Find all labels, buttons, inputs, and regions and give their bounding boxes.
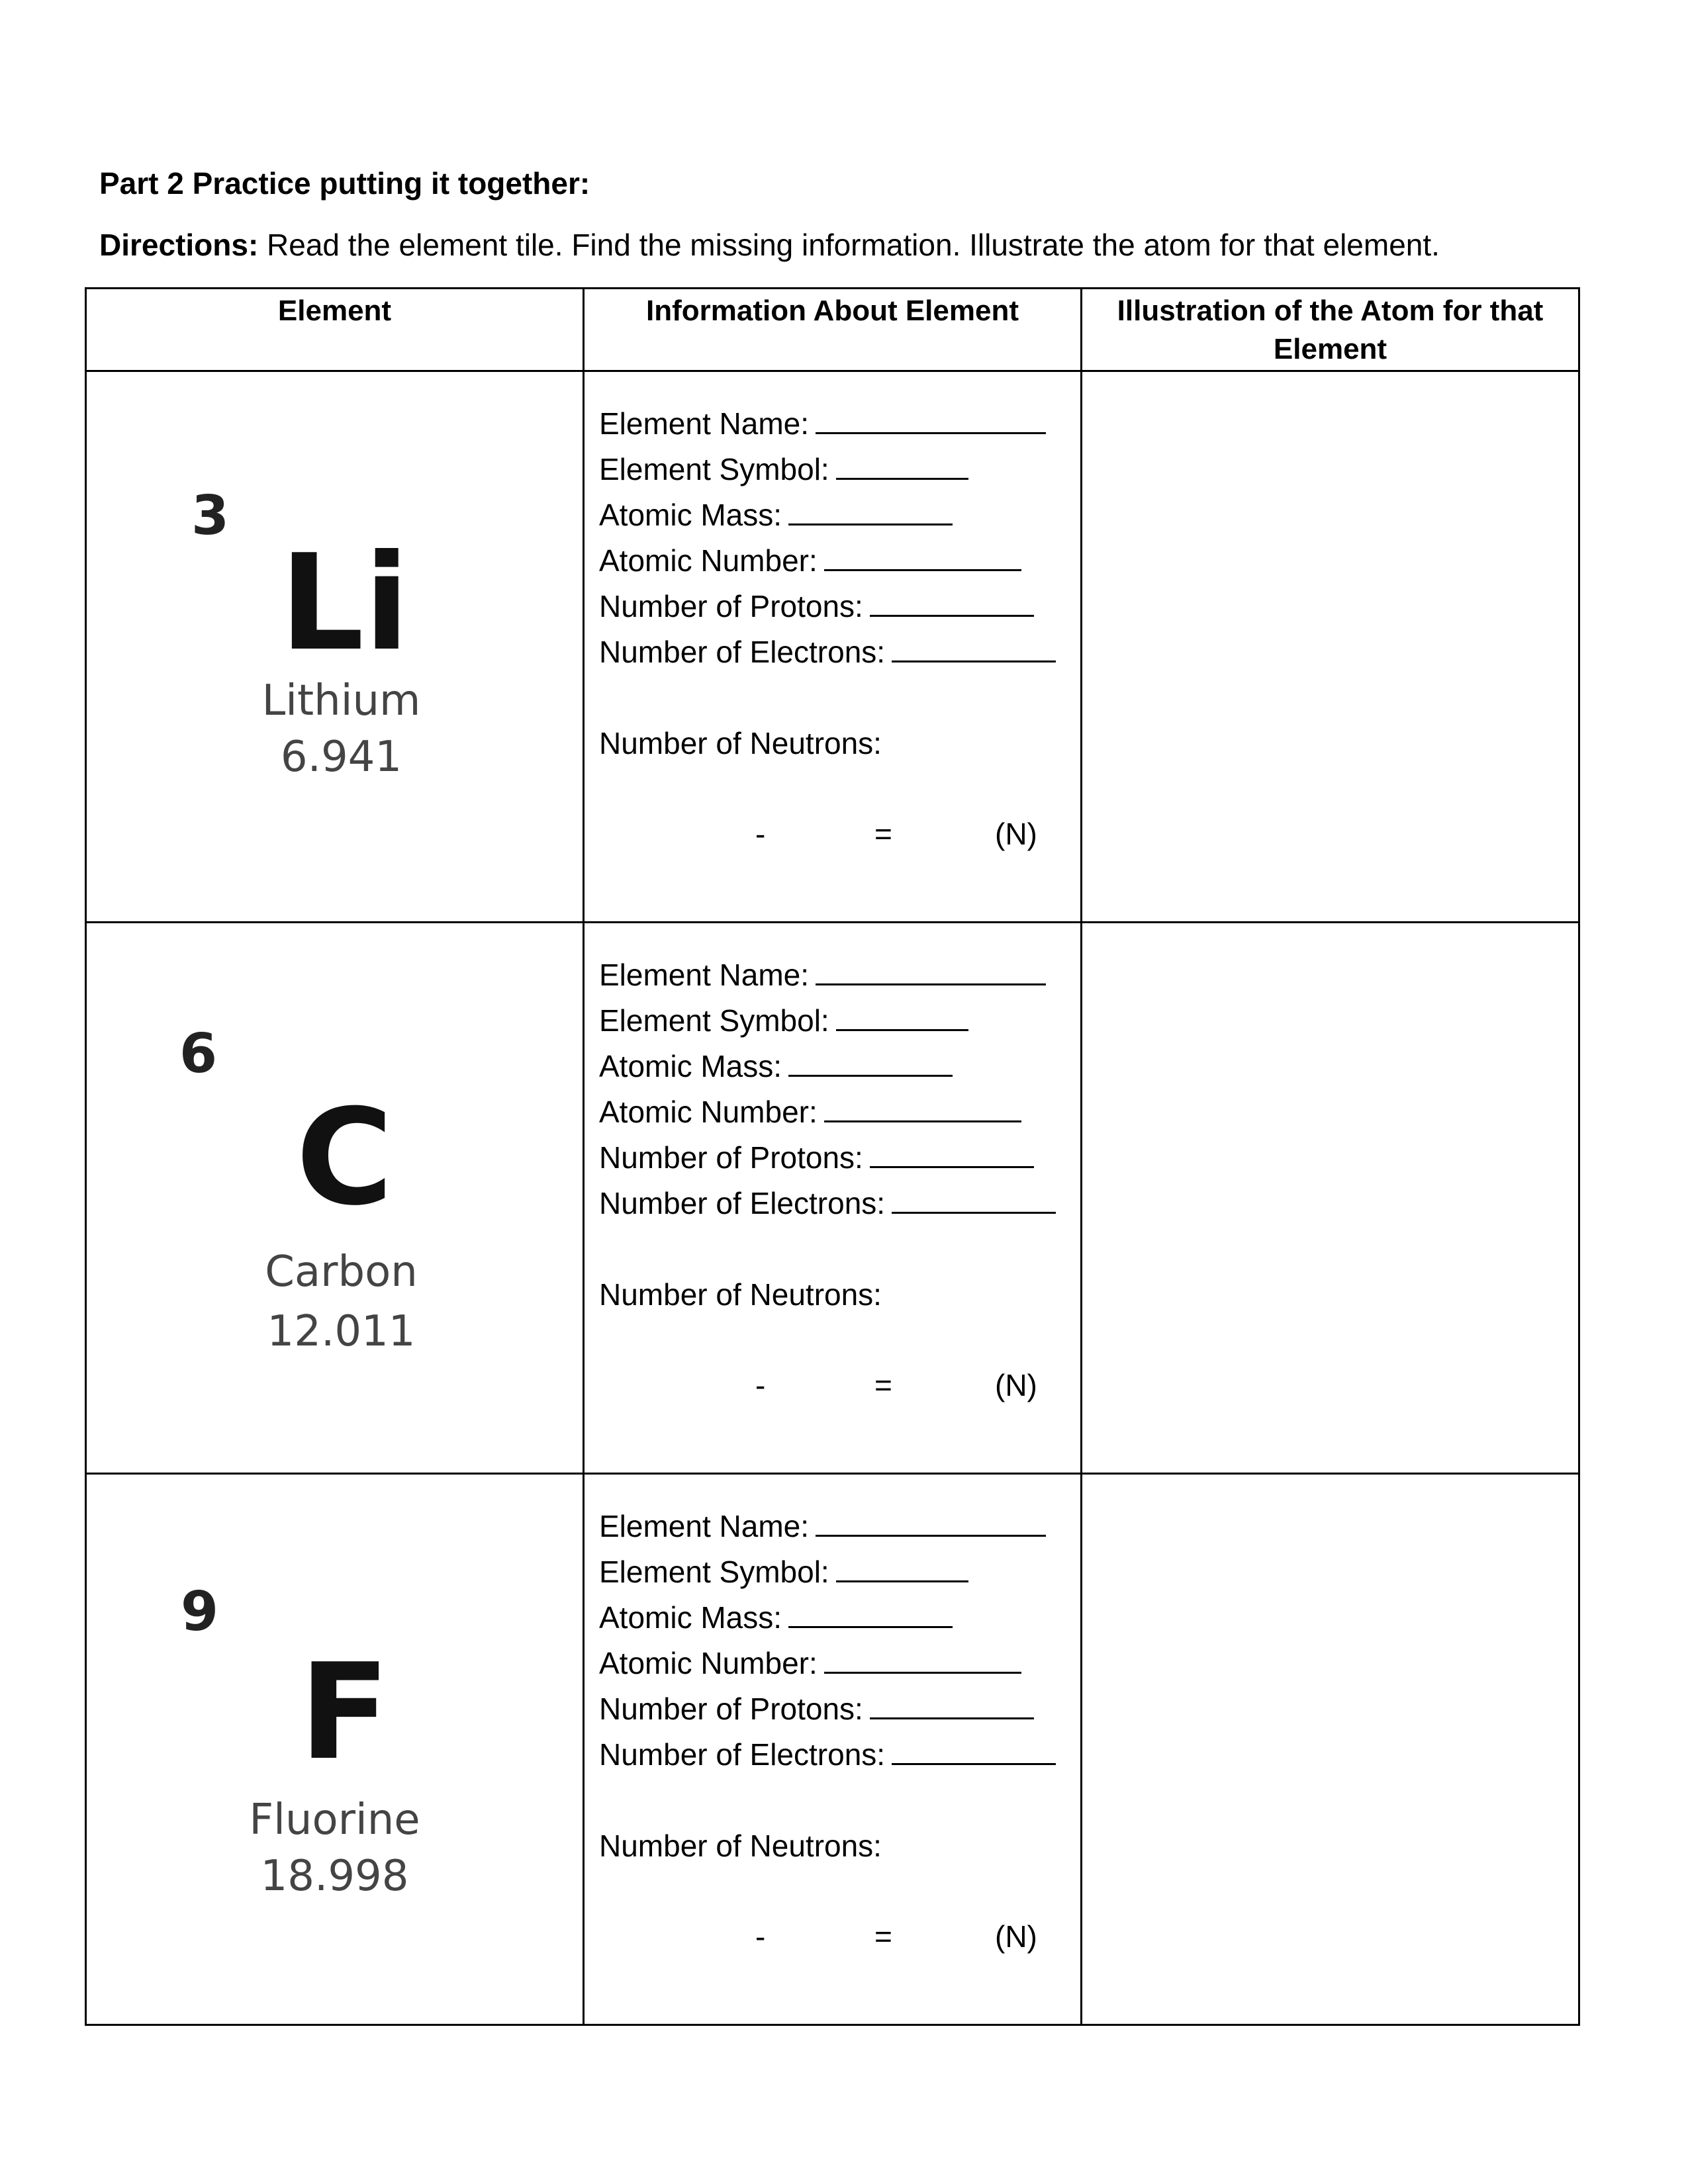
header-illustration: Illustration of the Atom for that Element xyxy=(1082,289,1579,371)
field-label: Atomic Mass: xyxy=(599,1049,782,1083)
tile-name: Carbon xyxy=(265,1248,418,1297)
field-label: Element Symbol: xyxy=(599,1003,829,1038)
answer-blank[interactable] xyxy=(836,447,968,480)
formula-result: (N) xyxy=(995,817,1037,851)
field-label: Number of Protons: xyxy=(599,1692,863,1726)
electrons-field xyxy=(599,1181,1080,1226)
formula-equals: = xyxy=(874,1368,892,1402)
element-row xyxy=(86,1474,1579,2025)
illustration-cell[interactable] xyxy=(1082,1474,1579,2025)
directions xyxy=(99,227,1440,263)
formula-result: (N) xyxy=(995,1368,1037,1402)
formula-equals: = xyxy=(874,1919,892,1954)
illustration-cell[interactable] xyxy=(1082,371,1579,923)
formula-minus: - xyxy=(755,1919,766,1954)
answer-blank[interactable] xyxy=(836,999,968,1031)
field-label: Number of Electrons: xyxy=(599,1186,886,1220)
tile-atomic-number: 6 xyxy=(179,1023,218,1085)
neutrons-field: Number of Neutrons: xyxy=(599,1277,882,1312)
answer-blank[interactable] xyxy=(816,402,1046,434)
tile-name: Fluorine xyxy=(249,1796,420,1844)
page-title: Part 2 Practice putting it together: xyxy=(99,166,590,201)
answer-blank[interactable] xyxy=(836,1550,968,1582)
answer-blank[interactable] xyxy=(870,1687,1034,1719)
answer-blank[interactable] xyxy=(870,1136,1034,1168)
answer-blank[interactable] xyxy=(870,584,1034,617)
info-cell xyxy=(584,371,1082,923)
header-information: Information About Element xyxy=(584,289,1082,371)
info-cell xyxy=(584,923,1082,1474)
neutrons-field: Number of Neutrons: xyxy=(599,726,882,760)
protons-field xyxy=(599,1135,1080,1181)
tile-mass: 6.941 xyxy=(280,733,402,782)
mass-field xyxy=(599,1044,1080,1089)
answer-blank[interactable] xyxy=(892,630,1056,662)
electrons-field xyxy=(599,1732,1080,1778)
element-tile-cell xyxy=(86,923,584,1474)
symbol-field xyxy=(599,998,1080,1044)
element-row xyxy=(86,371,1579,923)
tile-symbol: Li xyxy=(279,526,410,680)
tile-atomic-number: 3 xyxy=(191,484,230,547)
neutron-formula xyxy=(599,811,1080,851)
illustration-cell[interactable] xyxy=(1082,923,1579,1474)
field-label: Atomic Mass: xyxy=(599,498,782,532)
answer-blank[interactable] xyxy=(824,1090,1021,1122)
answer-blank[interactable] xyxy=(892,1181,1056,1214)
answer-blank[interactable] xyxy=(788,1596,953,1628)
field-label: Element Name: xyxy=(599,1509,810,1543)
field-label: Atomic Number: xyxy=(599,1095,818,1129)
answer-blank[interactable] xyxy=(824,1641,1021,1674)
field-label: Atomic Number: xyxy=(599,543,818,578)
answer-blank[interactable] xyxy=(788,493,953,525)
name-field xyxy=(599,1504,1080,1549)
mass-field xyxy=(599,1595,1080,1641)
field-label: Number of Protons: xyxy=(599,589,863,623)
name-field xyxy=(599,401,1080,447)
field-label: Number of Electrons: xyxy=(599,1737,886,1772)
formula-equals: = xyxy=(874,817,892,851)
number-field xyxy=(599,1641,1080,1686)
answer-blank[interactable] xyxy=(892,1733,1056,1765)
tile-name: Lithium xyxy=(261,676,421,725)
tile-atomic-number: 9 xyxy=(181,1580,219,1643)
tile-mass: 18.998 xyxy=(260,1852,409,1901)
field-label: Atomic Number: xyxy=(599,1646,818,1680)
field-label: Element Symbol: xyxy=(599,1555,829,1589)
neutron-formula xyxy=(599,1914,1080,1954)
answer-blank[interactable] xyxy=(816,1504,1046,1537)
directions-label: Directions: xyxy=(99,228,259,262)
symbol-field xyxy=(599,447,1080,492)
protons-field xyxy=(599,584,1080,629)
name-field xyxy=(599,952,1080,998)
electrons-field xyxy=(599,629,1080,675)
element-row xyxy=(86,923,1579,1474)
field-label: Element Symbol: xyxy=(599,452,829,486)
protons-field xyxy=(599,1686,1080,1732)
info-cell xyxy=(584,1474,1082,2025)
worksheet-table xyxy=(85,287,1580,2026)
field-label: Number of Electrons: xyxy=(599,635,886,669)
element-tile xyxy=(87,1475,583,2024)
tile-symbol: C xyxy=(296,1081,393,1235)
header-row xyxy=(86,289,1579,371)
formula-minus: - xyxy=(755,1368,766,1402)
answer-blank[interactable] xyxy=(788,1044,953,1077)
number-field xyxy=(599,1089,1080,1135)
field-label: Number of Protons: xyxy=(599,1140,863,1175)
field-label: Element Name: xyxy=(599,958,810,992)
formula-minus: - xyxy=(755,817,766,851)
field-label: Element Name: xyxy=(599,406,810,441)
symbol-field xyxy=(599,1549,1080,1595)
number-field xyxy=(599,538,1080,584)
element-tile xyxy=(87,372,583,921)
neutrons-field: Number of Neutrons: xyxy=(599,1829,882,1863)
element-tile-cell xyxy=(86,1474,584,2025)
neutron-formula xyxy=(599,1363,1080,1402)
directions-text: Read the element tile. Find the missing information. Illustrate the atom for that element. xyxy=(258,228,1440,262)
tile-mass: 12.011 xyxy=(267,1307,416,1356)
answer-blank[interactable] xyxy=(816,953,1046,985)
element-tile-cell xyxy=(86,371,584,923)
mass-field xyxy=(599,492,1080,538)
formula-result: (N) xyxy=(995,1919,1037,1954)
header-element: Element xyxy=(86,289,584,371)
field-label: Atomic Mass: xyxy=(599,1600,782,1635)
element-tile xyxy=(87,923,583,1473)
answer-blank[interactable] xyxy=(824,539,1021,571)
tile-symbol: F xyxy=(299,1635,390,1790)
